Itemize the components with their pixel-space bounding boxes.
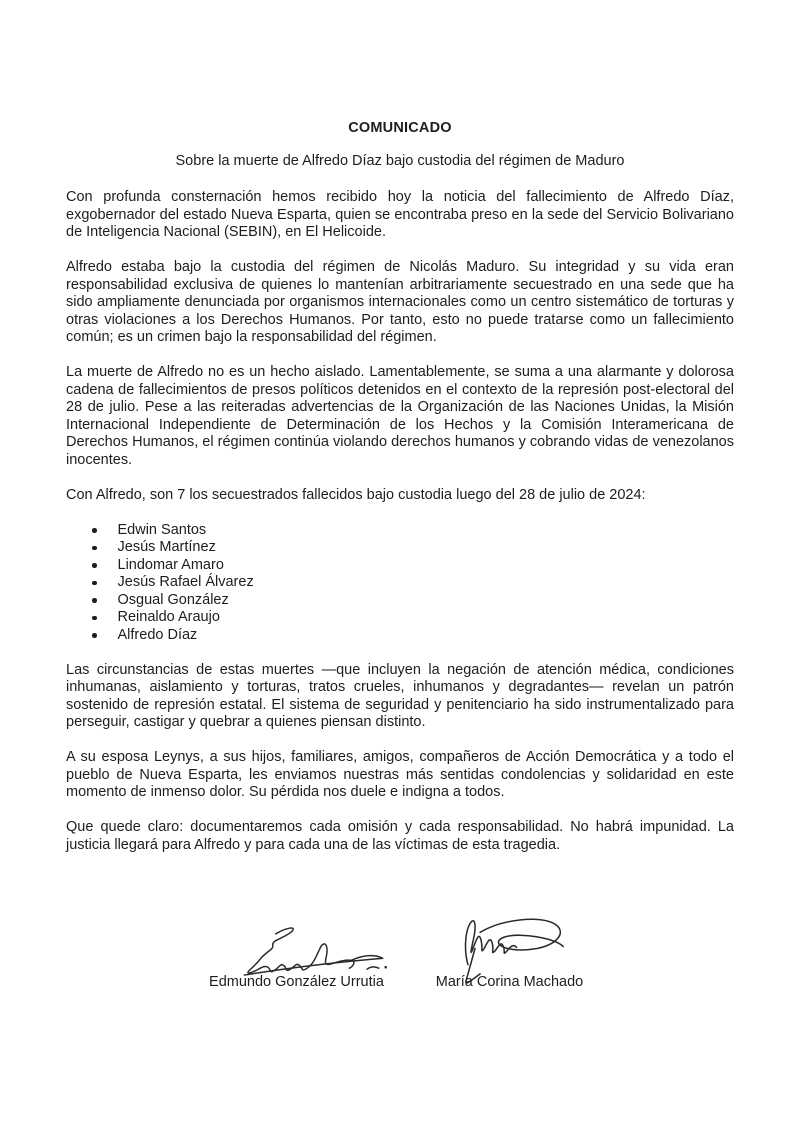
paragraph-victims-intro: Con Alfredo, son 7 los secuestrados fallecidos bajo custodia luego del 28 de julio de 2024: [66, 486, 646, 503]
document-subtitle: Sobre la muerte de Alfredo Díaz bajo custodia del régimen de Maduro [175, 152, 625, 169]
list-item [66, 609, 734, 627]
paragraph-4: Las circunstancias de estas muertes —que incluyen la negación de atención médica, condiciones inhumanas, aislamiento y torturas, tratos crueles, inhumanos y degradantes— revelan un patrón sostenido de represión estatal. El sistema de seguridad y penitenciario ha sido instrumentalizado para perseguir, castigar y quebrar a quienes piensan distinto. [66, 661, 734, 730]
list-item [66, 557, 734, 575]
signatory-name: María Corina Machado [435, 974, 584, 990]
bullet-icon [92, 528, 97, 533]
document-title: COMUNICADO [348, 120, 452, 136]
edmundo-signature-handwriting-icon [232, 924, 400, 978]
victim-name: Alfredo Díaz [117, 626, 198, 643]
victim-name: Osgual González [117, 591, 229, 608]
bullet-icon [92, 581, 97, 586]
signature-maria-corina [407, 910, 612, 991]
victim-name: Lindomar Amaro [117, 556, 224, 573]
victim-name: Jesús Rafael Álvarez [117, 574, 254, 590]
paragraph-5: A su esposa Leynys, a sus hijos, familiares, amigos, compañeros de Acción Democrática y a todo el pueblo de Nueva Esparta, les enviamos nuestras más sentidas condolencias y solidaridad en este momento de inmenso dolor. Su pérdida nos duele e indigna a todos. [66, 749, 734, 800]
paragraph-6: Que quede claro: documentaremos cada omisión y cada responsabilidad. No habrá impunidad. La justicia llegará para Alfredo y para cada una de las víctimas de esta tragedia. [66, 819, 734, 853]
victim-name: Reinaldo Araujo [117, 609, 220, 625]
signatory-name: Edmundo González Urrutia [209, 974, 384, 990]
bullet-icon [92, 563, 97, 568]
signature-block [66, 910, 734, 991]
victim-name: Edwin Santos [117, 521, 207, 538]
bullet-icon [92, 633, 97, 638]
bullet-icon [92, 616, 97, 621]
bullet-icon [92, 546, 97, 551]
list-item [66, 522, 734, 540]
bullet-icon [92, 598, 97, 603]
paragraph-3: La muerte de Alfredo no es un hecho aislado. Lamentablemente, se suma a una alarmante y dolorosa cadena de fallecimientos de presos políticos detenidos en el contexto de la represión post-electoral del 28 de julio. Pese a las reiteradas advertencias de la Organización de las Naciones Unidas, la Misión Internacional Independiente de Determinación de los Hechos y la Comisión Interamericana de Derechos Humanos, el régimen continúa violando derechos humanos y cobrando vidas de venezolanos inocentes. [66, 364, 734, 468]
paragraph-1: Con profunda consternación hemos recibido hoy la noticia del fallecimiento de Alfredo Díaz, exgobernador del estado Nueva Esparta, quien se encontraba preso en la sede del Servicio Bolivariano de Inteligencia Nacional (SEBIN), en El Helicoide. [66, 189, 734, 240]
signature-edmundo-gonzalez [194, 924, 399, 991]
victims-list [66, 522, 734, 645]
list-item [66, 574, 734, 592]
list-item [66, 627, 734, 645]
paragraph-2: Alfredo estaba bajo la custodia del régimen de Nicolás Maduro. Su integridad y su vida eran responsabilidad exclusiva de quienes lo mantenían arbitrariamente secuestrado en una sede que ha sido ampliamente denunciada por organismos internacionales como un centro sistemático de torturas y otras violaciones a los Derechos Humanos. Por tanto, esto no puede tratarse como un fallecimiento común; es un crimen bajo la responsabilidad del régimen. [66, 259, 734, 345]
list-item [66, 539, 734, 557]
victim-name: Jesús Martínez [117, 539, 216, 555]
list-item [66, 592, 734, 610]
